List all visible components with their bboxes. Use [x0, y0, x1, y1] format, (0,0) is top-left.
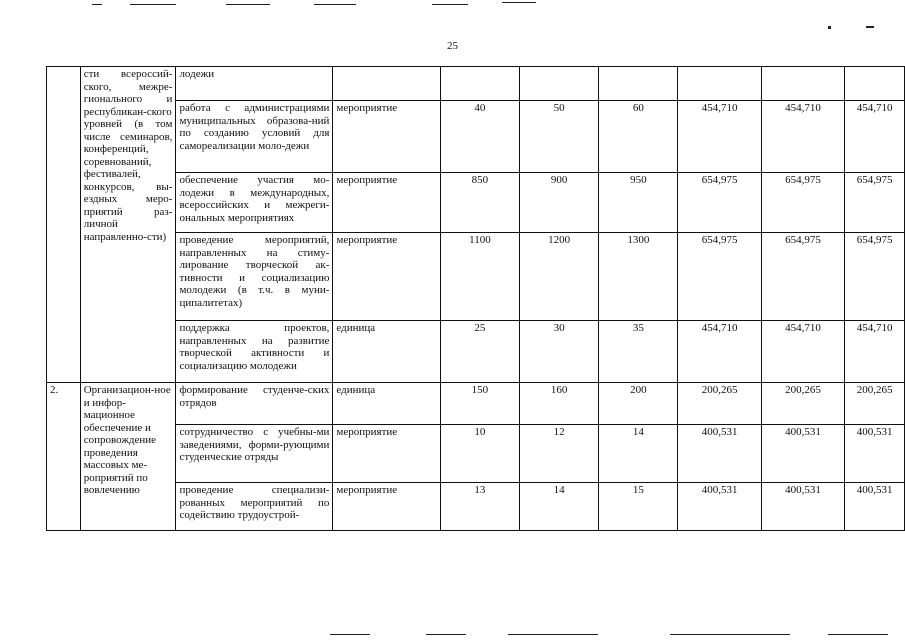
value-cell: 25 [440, 321, 519, 383]
value-cell: 950 [599, 173, 678, 233]
table-row [47, 483, 905, 531]
value-cell: 1100 [440, 233, 519, 321]
value-cell: 60 [599, 101, 678, 173]
unit-cell: мероприятие [333, 101, 440, 173]
funding-cell: 454,710 [761, 101, 844, 173]
row-number: 2. [47, 383, 81, 531]
scan-mark [92, 4, 102, 5]
scan-mark [130, 4, 176, 5]
activity-cell: поддержка проектов, направленных на развитие творческой активности и социализацию молодежи [176, 321, 333, 383]
unit-cell: единица [333, 321, 440, 383]
funding-cell: 400,531 [845, 483, 905, 531]
unit-cell: мероприятие [333, 425, 440, 483]
value-cell: 12 [520, 425, 599, 483]
value-cell: 900 [520, 173, 599, 233]
value-cell: 200 [599, 383, 678, 425]
activity-cell: сотрудничество с учебны-ми заведениями, форми-рующими студенческие отряды [176, 425, 333, 483]
scan-mark [866, 26, 874, 28]
unit-cell: мероприятие [333, 173, 440, 233]
scan-mark [670, 634, 790, 635]
unit-cell: мероприятие [333, 233, 440, 321]
value-cell: 150 [440, 383, 519, 425]
activity-cell: лодежи [176, 67, 333, 101]
activity-cell: формирование студенче-ских отрядов [176, 383, 333, 425]
activity-cell: проведение мероприятий, направленных на стиму-лирование творческой ак-тивности и социализацию молодежи (в т.ч. в муни-ципалитетах) [176, 233, 333, 321]
value-cell: 850 [440, 173, 519, 233]
funding-cell: 654,975 [845, 233, 905, 321]
funding-cell: 200,265 [845, 383, 905, 425]
unit-cell: мероприятие [333, 483, 440, 531]
value-cell: 35 [599, 321, 678, 383]
funding-cell: 654,975 [845, 173, 905, 233]
scan-mark [330, 634, 370, 635]
scan-mark [314, 4, 356, 5]
funding-cell: 200,265 [761, 383, 844, 425]
value-cell: 1200 [520, 233, 599, 321]
value-cell [440, 67, 519, 101]
table-row [47, 67, 905, 101]
funding-cell: 400,531 [678, 483, 761, 531]
funding-cell: 454,710 [678, 321, 761, 383]
value-cell: 13 [440, 483, 519, 531]
value-cell: 10 [440, 425, 519, 483]
value-cell: 160 [520, 383, 599, 425]
funding-cell: 454,710 [678, 101, 761, 173]
scan-mark [432, 4, 468, 5]
funding-cell: 400,531 [761, 425, 844, 483]
funding-cell: 400,531 [761, 483, 844, 531]
value-cell: 15 [599, 483, 678, 531]
funding-cell: 454,710 [761, 321, 844, 383]
table-row [47, 321, 905, 383]
table-row [47, 173, 905, 233]
funding-cell: 654,975 [678, 173, 761, 233]
value-cell: 30 [520, 321, 599, 383]
value-cell [599, 67, 678, 101]
scan-mark [502, 2, 536, 3]
unit-cell [333, 67, 440, 101]
activity-cell: обеспечение участия мо-лодежи в международных, всероссийских и межреги-ональных мероприятиях [176, 173, 333, 233]
value-cell: 14 [599, 425, 678, 483]
table-row [47, 101, 905, 173]
value-cell: 50 [520, 101, 599, 173]
value-cell: 40 [440, 101, 519, 173]
scan-mark [828, 26, 831, 29]
activity-cell: проведение специализи-рованных мероприятий по содействию трудоустрой- [176, 483, 333, 531]
funding-cell [678, 67, 761, 101]
scan-mark [226, 4, 270, 5]
funding-cell: 400,531 [678, 425, 761, 483]
funding-cell: 654,975 [761, 173, 844, 233]
row-number [47, 67, 81, 383]
section-name: сти всероссий-ского, межре-гионального и республикан-ского уровней (в том числе семинаров, конференций, соревнований, фестивалей, конкурсов, вы-ездных меро-приятий раз-личной направленно-сти) [80, 67, 176, 383]
unit-cell: единица [333, 383, 440, 425]
scan-mark [508, 634, 598, 635]
activity-cell: работа с администрациями муниципальных образова-ний по созданию условий для самореализации моло-дежи [176, 101, 333, 173]
section-name: Организацион-ное и инфор-мационное обеспечение и сопровождение проведения массовых ме-роприятий по вовлечению [80, 383, 176, 531]
table-row [47, 425, 905, 483]
table-row [47, 233, 905, 321]
funding-cell: 454,710 [845, 101, 905, 173]
value-cell: 14 [520, 483, 599, 531]
funding-cell [845, 67, 905, 101]
funding-cell: 400,531 [845, 425, 905, 483]
program-table [46, 66, 905, 531]
funding-cell: 654,975 [678, 233, 761, 321]
scan-mark [426, 634, 466, 635]
funding-cell: 454,710 [845, 321, 905, 383]
scan-mark [828, 634, 888, 635]
page-number: 25 [447, 40, 458, 52]
funding-cell: 200,265 [678, 383, 761, 425]
funding-cell: 654,975 [761, 233, 844, 321]
funding-cell [761, 67, 844, 101]
value-cell: 1300 [599, 233, 678, 321]
value-cell [520, 67, 599, 101]
table-row [47, 383, 905, 425]
